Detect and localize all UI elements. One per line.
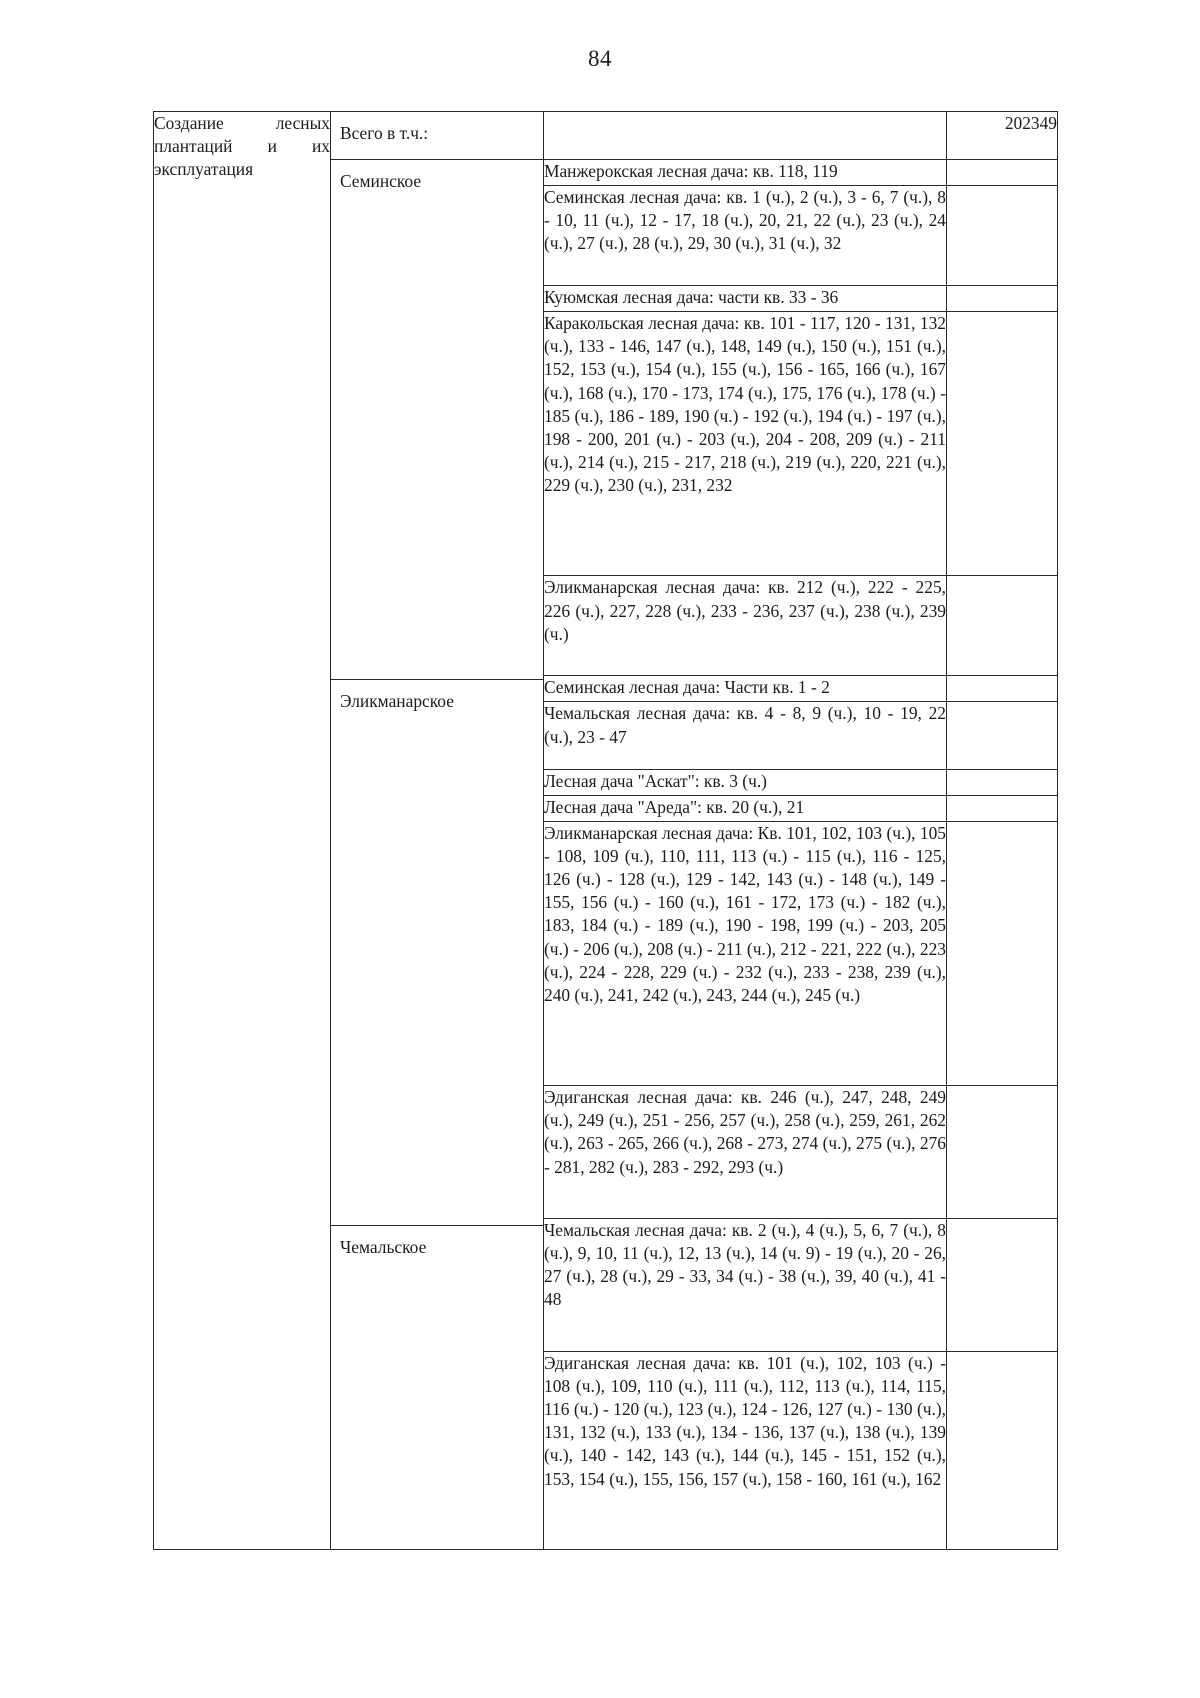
forestry-elikmanarskoe xyxy=(331,680,543,1227)
area-cell xyxy=(947,186,1058,286)
forestry-name: Чемальское xyxy=(340,1237,427,1258)
dacha-cell: Эликманарская лесная дача: кв. 212 (ч.), 222 - 225, 226 (ч.), 227, 228 (ч.), 233 - 236, 237 (ч.), 238 (ч.), 239 (ч.) xyxy=(544,576,947,676)
area-cell xyxy=(947,676,1058,702)
forestry-stack xyxy=(331,112,543,1549)
forestry-chemalskoe xyxy=(331,1226,543,1549)
forestry-name: Эликманарское xyxy=(340,690,454,711)
forestry-column xyxy=(331,112,544,1550)
area-cell xyxy=(947,1218,1058,1351)
dacha-cell: Чемальская лесная дача: кв. 2 (ч.), 4 (ч.), 5, 6, 7 (ч.), 8 (ч.), 9, 10, 11 (ч.), 12, 13 (ч.), 14 (ч. 9) - 19 (ч.), 20 - 26, 27 (ч.), 28 (ч.), 29 - 33, 34 (ч.) - 38 (ч.), 39, 40 (ч.), 41 - 48 xyxy=(544,1218,947,1351)
dacha-cell: Эдиганская лесная дача: кв. 101 (ч.), 102, 103 (ч.) - 108 (ч.), 109, 110 (ч.), 111 (ч.), 112, 113 (ч.), 114, 115, 116 (ч.) - 120 (ч.), 123 (ч.), 124 - 126, 127 (ч.) - 130 (ч.), 131, 132 (ч.), 133 (ч.), 134 - 136, 137 (ч.), 138 (ч.), 139 (ч.), 140 - 142, 143 (ч.), 144 (ч.), 145 - 151, 152 (ч.), 153, 154 (ч.), 155, 156, 157 (ч.), 158 - 160, 161 (ч.), 162 xyxy=(544,1351,947,1550)
area-cell xyxy=(947,160,1058,186)
table-row-total xyxy=(154,112,1058,160)
dacha-cell: Лесная дача "Аскат": кв. 3 (ч.) xyxy=(544,769,947,795)
dacha-cell: Манжерокская лесная дача: кв. 118, 119 xyxy=(544,160,947,186)
dacha-cell: Лесная дача "Ареда": кв. 20 (ч.), 21 xyxy=(544,795,947,821)
activity-label: Создание лесных плантаций и их эксплуатация xyxy=(154,113,330,180)
area-cell xyxy=(947,312,1058,576)
total-area: 202349 xyxy=(947,112,1058,160)
area-cell xyxy=(947,576,1058,676)
dacha-cell: Эдиганская лесная дача: кв. 246 (ч.), 247, 248, 249 (ч.), 249 (ч.), 251 - 256, 257 (ч.), 258 (ч.), 259, 261, 262 (ч.), 263 - 265, 266 (ч.), 268 - 273, 274 (ч.), 275 (ч.), 276 - 281, 282 (ч.), 283 - 292, 293 (ч.) xyxy=(544,1085,947,1218)
area-cell xyxy=(947,795,1058,821)
forestry-table xyxy=(153,111,1058,1550)
forestry-name: Семинское xyxy=(340,171,422,191)
dacha-cell: Семинская лесная дача: кв. 1 (ч.), 2 (ч.), 3 - 6, 7 (ч.), 8 - 10, 11 (ч.), 12 - 17, 18 (ч.), 20, 21, 22 (ч.), 23 (ч.), 24 (ч.), 27 (ч.), 28 (ч.), 29, 30 (ч.), 31 (ч.), 32 xyxy=(544,186,947,286)
area-cell xyxy=(947,1351,1058,1550)
total-dacha-cell xyxy=(544,112,947,160)
area-cell xyxy=(947,702,1058,769)
area-cell xyxy=(947,769,1058,795)
dacha-cell: Чемальская лесная дача: кв. 4 - 8, 9 (ч.), 10 - 19, 22 (ч.), 23 - 47 xyxy=(544,702,947,769)
dacha-cell: Куюмская лесная дача: части кв. 33 - 36 xyxy=(544,286,947,312)
activity-cell xyxy=(154,112,331,1550)
area-cell xyxy=(947,821,1058,1085)
forestry-seminskoe xyxy=(331,160,543,680)
dacha-cell: Эликманарская лесная дача: Кв. 101, 102, 103 (ч.), 105 - 108, 109 (ч.), 110, 111, 113 (ч.) - 115 (ч.), 116 - 125, 126 (ч.) - 128 (ч.), 129 - 142, 143 (ч.) - 148 (ч.), 149 - 155, 156 (ч.) - 160 (ч.), 161 - 172, 173 (ч.) - 182 (ч.), 183, 184 (ч.) - 189 (ч.), 190 - 198, 199 (ч.) - 203, 205 (ч.) - 206 (ч.), 208 (ч.) - 211 (ч.), 212 - 221, 222 (ч.), 223 (ч.), 224 - 228, 229 (ч.) - 232 (ч.), 233 - 238, 239 (ч.), 240 (ч.), 241, 242 (ч.), 243, 244 (ч.), 245 (ч.) xyxy=(544,821,947,1085)
page-number: 84 xyxy=(588,46,612,71)
area-cell xyxy=(947,1085,1058,1218)
dacha-cell: Каракольская лесная дача: кв. 101 - 117, 120 - 131, 132 (ч.), 133 - 146, 147 (ч.), 148, 149 (ч.), 150 (ч.), 151 (ч.), 152, 153 (ч.), 154 (ч.), 155 (ч.), 156 - 165, 166 (ч.), 167 (ч.), 168 (ч.), 170 - 173, 174 (ч.), 175, 176 (ч.), 178 (ч.) - 185 (ч.), 186 - 189, 190 (ч.) - 192 (ч.), 194 (ч.) - 197 (ч.), 198 - 200, 201 (ч.) - 203 (ч.), 204 - 208, 209 (ч.) - 211 (ч.), 214 (ч.), 215 - 217, 218 (ч.), 219 (ч.), 220, 221 (ч.), 229 (ч.), 230 (ч.), 231, 232 xyxy=(544,312,947,576)
area-cell xyxy=(947,286,1058,312)
total-label: Всего в т.ч.: xyxy=(331,112,543,160)
dacha-cell: Семинская лесная дача: Части кв. 1 - 2 xyxy=(544,676,947,702)
